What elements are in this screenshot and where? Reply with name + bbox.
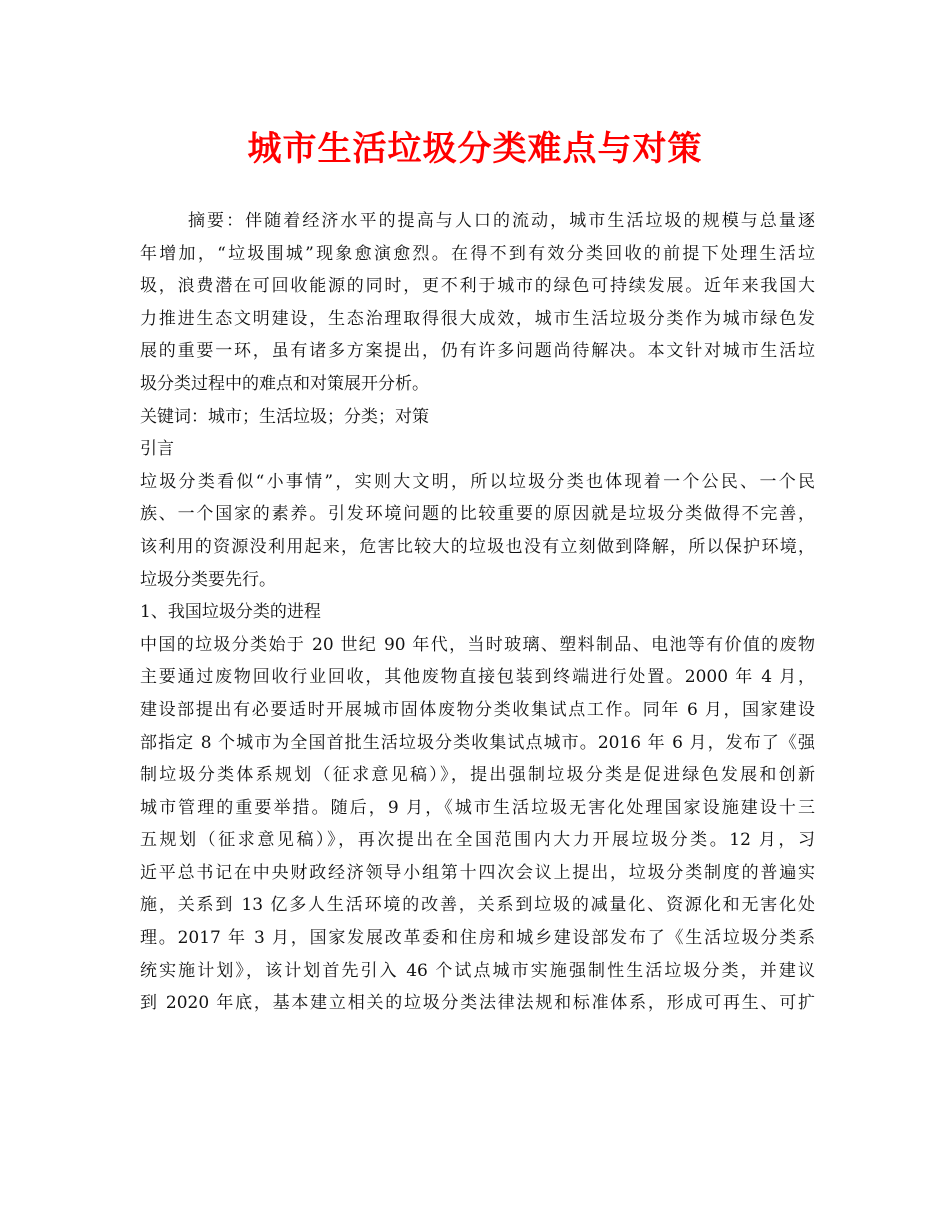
abstract-line: 年增加，“垃圾围城”现象愈演愈烈。在得不到有效分类回收的前提下处理生活垃 bbox=[140, 243, 815, 264]
abstract-line: 展的重要一环，虽有诸多方案提出，仍有许多问题尚待解决。本文针对城市生活垃 bbox=[140, 341, 815, 362]
keywords: 关键词：城市；生活垃圾；分类；对策 bbox=[140, 406, 429, 427]
section1-line: 理。2017 年 3 月，国家发展改革委和住房和城乡建设部发布了《生活垃圾分类系 bbox=[140, 928, 815, 949]
section1-line: 统实施计划》，该计划首先引入 46 个试点城市实施强制性生活垃圾分类，并建议 bbox=[140, 960, 815, 981]
intro-line: 垃圾分类要先行。 bbox=[140, 569, 276, 590]
abstract-line: 摘要：伴随着经济水平的提高与人口的流动，城市生活垃圾的规模与总量逐 bbox=[188, 211, 815, 231]
intro-line: 族、一个国家的素养。引发环境问题的比较重要的原因就是垃圾分类做得不完善， bbox=[140, 504, 815, 525]
section1-line: 到 2020 年底，基本建立相关的垃圾分类法律法规和标准体系，形成可再生、可扩 bbox=[140, 993, 815, 1014]
section1-heading: 1、我国垃圾分类的进程 bbox=[140, 602, 321, 623]
intro-line: 该利用的资源没利用起来，危害比较大的垃圾也没有立刻做到降解，所以保护环境， bbox=[140, 536, 815, 557]
section1-line: 五规划（征求意见稿）》，再次提出在全国范围内大力开展垃圾分类。12 月，习 bbox=[140, 830, 815, 851]
section1-line: 制垃圾分类体系规划（征求意见稿）》，提出强制垃圾分类是促进绿色发展和创新 bbox=[140, 765, 815, 786]
intro-line: 垃圾分类看似“小事情”，实则大文明，所以垃圾分类也体现着一个公民、一个民 bbox=[140, 471, 815, 492]
document-title: 城市生活垃圾分类难点与对策 bbox=[247, 129, 703, 169]
abstract-line: 圾分类过程中的难点和对策展开分析。 bbox=[140, 373, 429, 394]
section1-line: 部指定 8 个城市为全国首批生活垃圾分类收集试点城市。2016 年 6 月，发布了《强 bbox=[140, 732, 815, 753]
section1-line: 近平总书记在中央财政经济领导小组第十四次会议上提出，垃圾分类制度的普遍实 bbox=[140, 862, 815, 883]
section1-line: 主要通过废物回收行业回收，其他废物直接包装到终端进行处置。2000 年 4 月， bbox=[140, 667, 815, 688]
document-body bbox=[140, 205, 815, 1020]
section1-line: 建设部提出有必要适时开展城市固体废物分类收集试点工作。同年 6 月，国家建设 bbox=[140, 699, 815, 720]
section1-line: 城市管理的重要举措。随后，9 月，《城市生活垃圾无害化处理国家设施建设十三 bbox=[140, 797, 815, 818]
intro-heading: 引言 bbox=[140, 439, 174, 460]
section1-line: 中国的垃圾分类始于 20 世纪 90 年代，当时玻璃、塑料制品、电池等有价值的废物 bbox=[140, 634, 815, 655]
section1-line: 施，关系到 13 亿多人生活环境的改善，关系到垃圾的减量化、资源化和无害化处 bbox=[140, 895, 815, 916]
abstract-line: 力推进生态文明建设，生态治理取得很大成效，城市生活垃圾分类作为城市绿色发 bbox=[140, 308, 815, 329]
abstract-line: 圾，浪费潜在可回收能源的同时，更不利于城市的绿色可持续发展。近年来我国大 bbox=[140, 276, 815, 297]
